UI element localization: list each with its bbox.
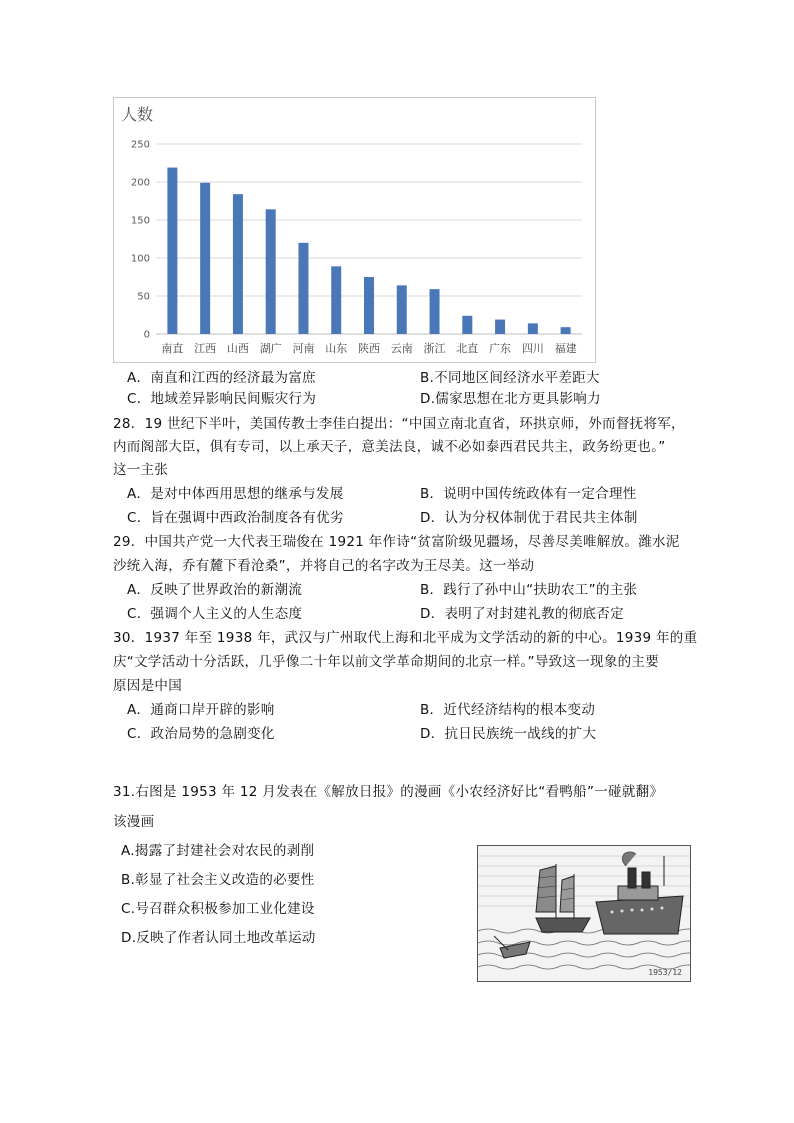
q30-option-b: B．近代经济结构的根本变动 bbox=[420, 702, 596, 718]
capsized-boat bbox=[494, 936, 530, 958]
x-tick-label: 湖广 bbox=[259, 342, 282, 355]
x-tick-label: 四川 bbox=[521, 342, 544, 355]
q27-option-b: B.不同地区间经济水平差距大 bbox=[420, 370, 600, 386]
steamship bbox=[596, 852, 683, 934]
bar-北直 bbox=[462, 316, 472, 334]
bar-云南 bbox=[397, 285, 407, 334]
bar-江西 bbox=[200, 183, 210, 334]
q30-stem-line1: 30．1937 年至 1938 年，武汉与广州取代上海和北平成为文学活动的新的中心。1939 年的重 bbox=[113, 630, 698, 646]
q28-stem-line1: 28．19 世纪下半叶，美国传教士李佳白提出：“中国立南北直省，环拱京师，外而督抚将军， bbox=[113, 416, 685, 432]
x-tick-label: 北直 bbox=[456, 342, 479, 355]
x-tick-label: 陕西 bbox=[358, 342, 380, 355]
x-tick-label: 江西 bbox=[194, 342, 217, 355]
q31-option-c: C.号召群众积极参加工业化建设 bbox=[121, 901, 315, 917]
junk-boat bbox=[536, 864, 590, 932]
bar-山东 bbox=[331, 266, 341, 334]
q30-option-d: D．抗日民族统一战线的扩大 bbox=[420, 726, 597, 742]
q27-option-d: D.儒家思想在北方更具影响力 bbox=[420, 391, 601, 407]
bar-河南 bbox=[298, 243, 308, 334]
chart-svg bbox=[114, 98, 595, 362]
x-tick-label: 云南 bbox=[390, 342, 413, 355]
y-tick-label: 250 bbox=[130, 139, 150, 151]
q31-option-a: A.揭露了封建社会对农民的剥削 bbox=[121, 843, 315, 859]
q31-option-b: B.彰显了社会主义改造的必要性 bbox=[121, 872, 315, 888]
bar-chart bbox=[113, 97, 596, 363]
bar-湖广 bbox=[266, 209, 276, 334]
q29-option-b: B．践行了孙中山“扶助农工”的主张 bbox=[420, 582, 638, 598]
x-tick-label: 山东 bbox=[325, 342, 348, 355]
x-tick-label: 浙江 bbox=[423, 342, 446, 355]
bar-广东 bbox=[495, 320, 505, 334]
x-tick-label: 广东 bbox=[489, 342, 512, 355]
bar-四川 bbox=[528, 323, 538, 334]
x-tick-label: 南直 bbox=[161, 342, 184, 355]
bar-山西 bbox=[233, 194, 243, 334]
q29-stem-line1: 29．中国共产党一大代表王瑞俊在 1921 年作诗“贫富阶级见疆场，尽善尽美唯解放。潍水泥 bbox=[113, 534, 680, 550]
q28-option-a: A．是对中体西用思想的继承与发展 bbox=[127, 486, 344, 502]
q30-option-c: C．政治局势的急剧变化 bbox=[127, 726, 275, 742]
cartoon-drawing bbox=[478, 846, 690, 981]
cartoon-date: 1953/12 bbox=[648, 968, 682, 977]
q28-option-b: B．说明中国传统政体有一定合理性 bbox=[420, 486, 637, 502]
q27-option-a: A．南直和江西的经济最为富庶 bbox=[127, 370, 316, 386]
y-tick-label: 50 bbox=[137, 291, 150, 303]
bar-浙江 bbox=[430, 289, 440, 334]
q30-stem-line3: 原因是中国 bbox=[113, 678, 182, 694]
x-tick-label: 山西 bbox=[226, 342, 249, 355]
bar-陕西 bbox=[364, 277, 374, 334]
y-tick-label: 0 bbox=[143, 329, 150, 341]
bar-福建 bbox=[561, 327, 571, 334]
x-tick-label: 河南 bbox=[292, 342, 315, 355]
q27-option-c: C．地域差异影响民间赈灾行为 bbox=[127, 391, 317, 407]
x-tick-label: 福建 bbox=[554, 342, 577, 355]
q29-option-c: C．强调个人主义的人生态度 bbox=[127, 606, 303, 622]
q29-option-d: D．表明了对封建礼教的彻底否定 bbox=[420, 606, 624, 622]
q30-option-a: A．通商口岸开辟的影响 bbox=[127, 702, 275, 718]
chart-ylabel: 人数 bbox=[121, 105, 154, 124]
q28-stem-line3: 这一主张 bbox=[113, 462, 169, 478]
y-tick-label: 150 bbox=[130, 215, 150, 227]
cartoon-image bbox=[477, 845, 691, 982]
y-tick-label: 200 bbox=[130, 177, 150, 189]
y-tick-label: 100 bbox=[130, 253, 150, 265]
q31-option-d: D.反映了作者认同土地改革运动 bbox=[121, 930, 316, 946]
q28-option-d: D．认为分权体制优于君民共主体制 bbox=[420, 510, 638, 526]
q29-stem-line2: 沙统入海，乔有麓下看沧桑”，并将自己的名字改为王尽美。这一举动 bbox=[113, 558, 535, 574]
bar-南直 bbox=[167, 168, 177, 334]
q28-stem-line2: 内而阁部大臣，俱有专司，以上承天子，意美法良，诚不必如泰西君民共主，政务纷更也。” bbox=[113, 439, 666, 455]
q29-option-a: A．反映了世界政治的新潮流 bbox=[127, 582, 303, 598]
q31-stem-line1: 31.右图是 1953 年 12 月发表在《解放日报》的漫画《小农经济好比“看鸭船”一碰就翻》 bbox=[113, 784, 664, 800]
q30-stem-line2: 庆“文学活动十分活跃，几乎像二十年以前文学革命期间的北京一样。”导致这一现象的主要 bbox=[113, 654, 660, 670]
q31-stem-line2: 该漫画 bbox=[113, 814, 155, 830]
q28-option-c: C．旨在强调中西政治制度各有优劣 bbox=[127, 510, 344, 526]
